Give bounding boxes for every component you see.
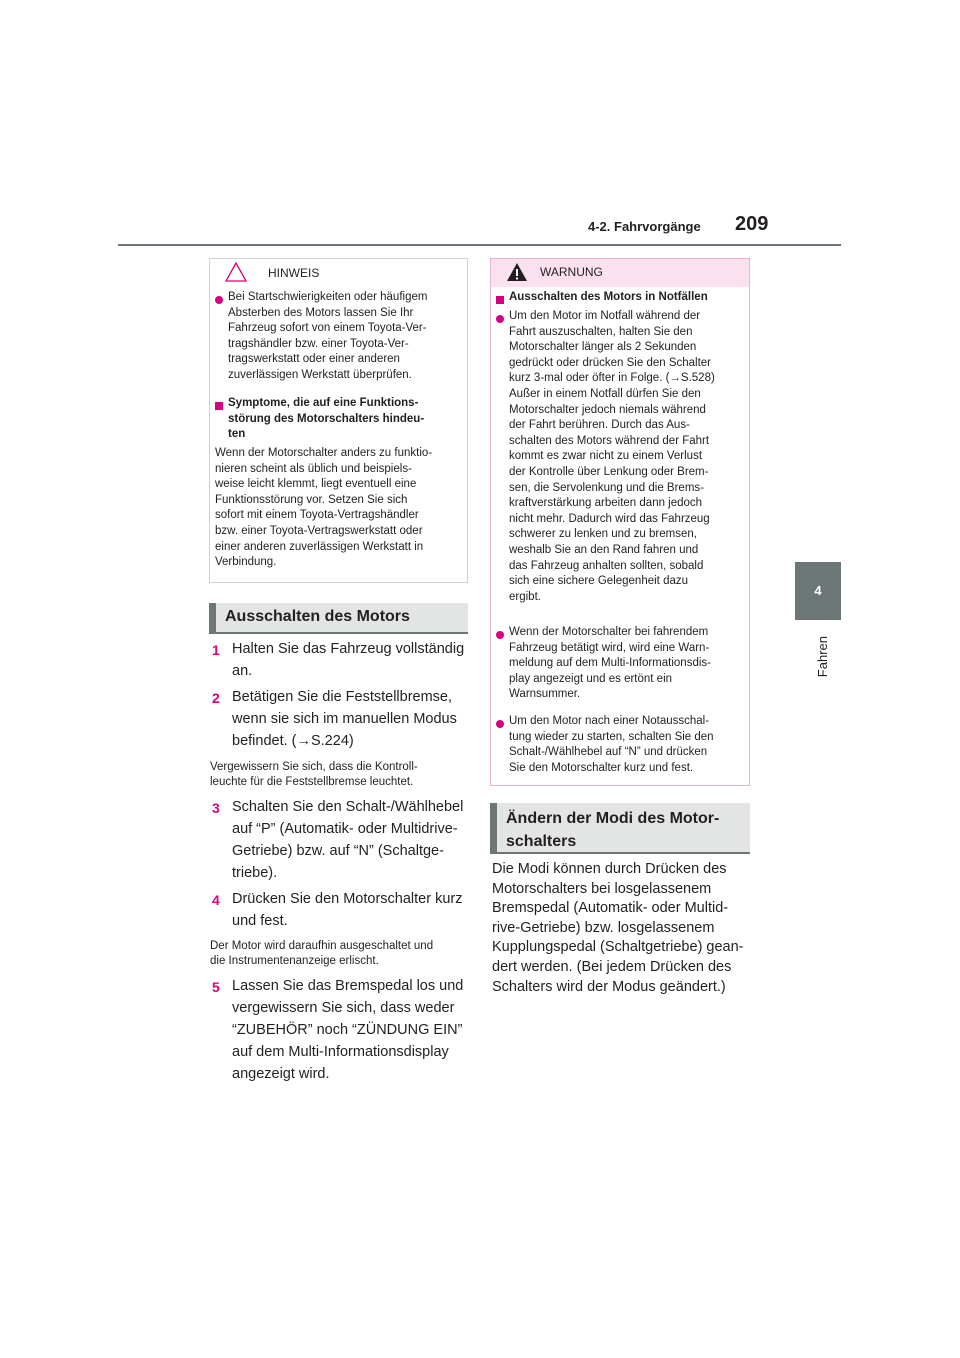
warning-title: WARNUNG bbox=[540, 265, 603, 279]
warning-bullet-text: Wenn der Motorschalter bei fahrendem Fahrzeug betätigt wird, wird eine Warn- meldung auf dem Multi-Informationsdis- play angezeigt und es ertönt ein Warnsummer. bbox=[509, 626, 711, 701]
step-note: Vergewissern Sie sich, dass die Kontroll- leuchte für die Feststellbremse leuchtet. bbox=[210, 761, 418, 788]
step-text: Betätigen Sie die Feststellbremse, wenn sie sich im manuellen Modus befindet. (→S.224) bbox=[232, 689, 457, 749]
step-text: Halten Sie das Fahrzeug vollständig an. bbox=[232, 641, 465, 679]
step-text: Drücken Sie den Motorschalter kurz und fest. bbox=[232, 891, 463, 929]
note-text: Wenn der Motorschalter anders zu funktio- nieren scheint als üblich und beispiels- weise leicht klemmt, liegt eventuell eine Funktionsstörung vor. Setzen Sie sich sofort mit einem Toyota-Vertragshändler bzw. einer Toyota-Vertragswerkstatt oder einer anderen zuverlässigen Werkstatt in Verbindung. bbox=[215, 447, 433, 569]
header-rule bbox=[118, 244, 841, 246]
bullet-icon bbox=[496, 720, 504, 728]
bullet-icon bbox=[496, 315, 504, 323]
step-number: 3 bbox=[212, 800, 220, 816]
warning-bullet-text: Um den Motor nach einer Notausschal- tung wieder zu starten, schalten Sie den Schalt-/Wählhebel auf “N” und drücken Sie den Motorschalter kurz und fest. bbox=[509, 715, 714, 774]
section-header: 4-2. Fahrvorgänge bbox=[588, 219, 701, 234]
section-body-text: Die Modi können durch Drücken des Motorschalters bei losgelassenem Bremspedal (Automatik- oder Multid- rive-Getriebe) bzw. losgelassenem Kupplungspedal (Schaltgetriebe) gean- dert werden. (Bei jedem Drücken des Schalters wird der Modus geändert.) bbox=[492, 861, 744, 995]
warning-heading: Ausschalten des Motors in Notfällen bbox=[509, 291, 708, 303]
warning-bullet-text: Um den Motor im Notfall während der Fahrt auszuschalten, halten Sie den Motorschalter länger als 2 Sekunden gedrückt oder drücken Sie den Schalter kurz 3-mal oder öfter in Folge. (→S.528) Außer in einem Notfall dürfen Sie den Motorschalter jedoch niemals während der Fahrt berühren. Durch das Aus- schalten des Motors während der Fahrt kommt es zwar nicht zu einem Verlust der Kontrolle über Lenkung oder Brem- sen, die Servolenkung und die Brems- kraftverstärkung arbeiten dann jedoch nicht mehr. Dadurch wird das Fahrzeug schwerer zu lenken und zu bremsen, weshalb Sie an den Rand fahren und das Fahrzeug anhalten sollten, sobald sich eine sichere Gelegenheit dazu ergibt. bbox=[509, 310, 715, 603]
bullet-icon bbox=[215, 296, 223, 304]
square-bullet-icon bbox=[496, 296, 504, 304]
section-heading-stop-engine: Ausschalten des Motors bbox=[209, 603, 468, 634]
page-number: 209 bbox=[735, 213, 769, 235]
step-number: 1 bbox=[212, 642, 220, 658]
note-subheading: Symptome, die auf eine Funktions- störung des Motorschalters hindeu- ten bbox=[228, 397, 425, 441]
warning-icon bbox=[506, 262, 528, 282]
bullet-icon bbox=[496, 631, 504, 639]
chapter-label: Fahren bbox=[815, 636, 830, 678]
note-title: HINWEIS bbox=[268, 266, 320, 280]
step-number: 4 bbox=[212, 892, 220, 908]
step-number: 5 bbox=[212, 979, 220, 995]
caution-icon bbox=[225, 262, 247, 282]
section-heading-change-modes: Ändern der Modi des Motor- schalters bbox=[490, 803, 750, 854]
step-text: Lassen Sie das Bremspedal los und vergewissern Sie sich, dass weder “ZUBEHÖR” noch “ZÜNDUNG EIN” auf dem Multi-Informationsdisplay angezeigt wird. bbox=[232, 978, 464, 1082]
step-number: 2 bbox=[212, 690, 220, 706]
warning-header bbox=[491, 259, 749, 287]
chapter-number: 4 bbox=[814, 583, 822, 598]
square-bullet-icon bbox=[215, 402, 223, 410]
step-note: Der Motor wird daraufhin ausgeschaltet und die Instrumentenanzeige erlischt. bbox=[210, 940, 434, 967]
note-bullet-text: Bei Startschwierigkeiten oder häufigem Absterben des Motors lassen Sie Ihr Fahrzeug sofort von einem Toyota-Ver- tragshändler bzw. einer Toyota-Ver- tragswerkstatt oder einer anderen zuverlässigen Werkstatt überprüfen. bbox=[228, 291, 428, 381]
step-text: Schalten Sie den Schalt-/Wählhebel auf “P” (Automatik- oder Multidrive- Getriebe) bzw. auf “N” (Schaltge- triebe). bbox=[232, 799, 464, 881]
